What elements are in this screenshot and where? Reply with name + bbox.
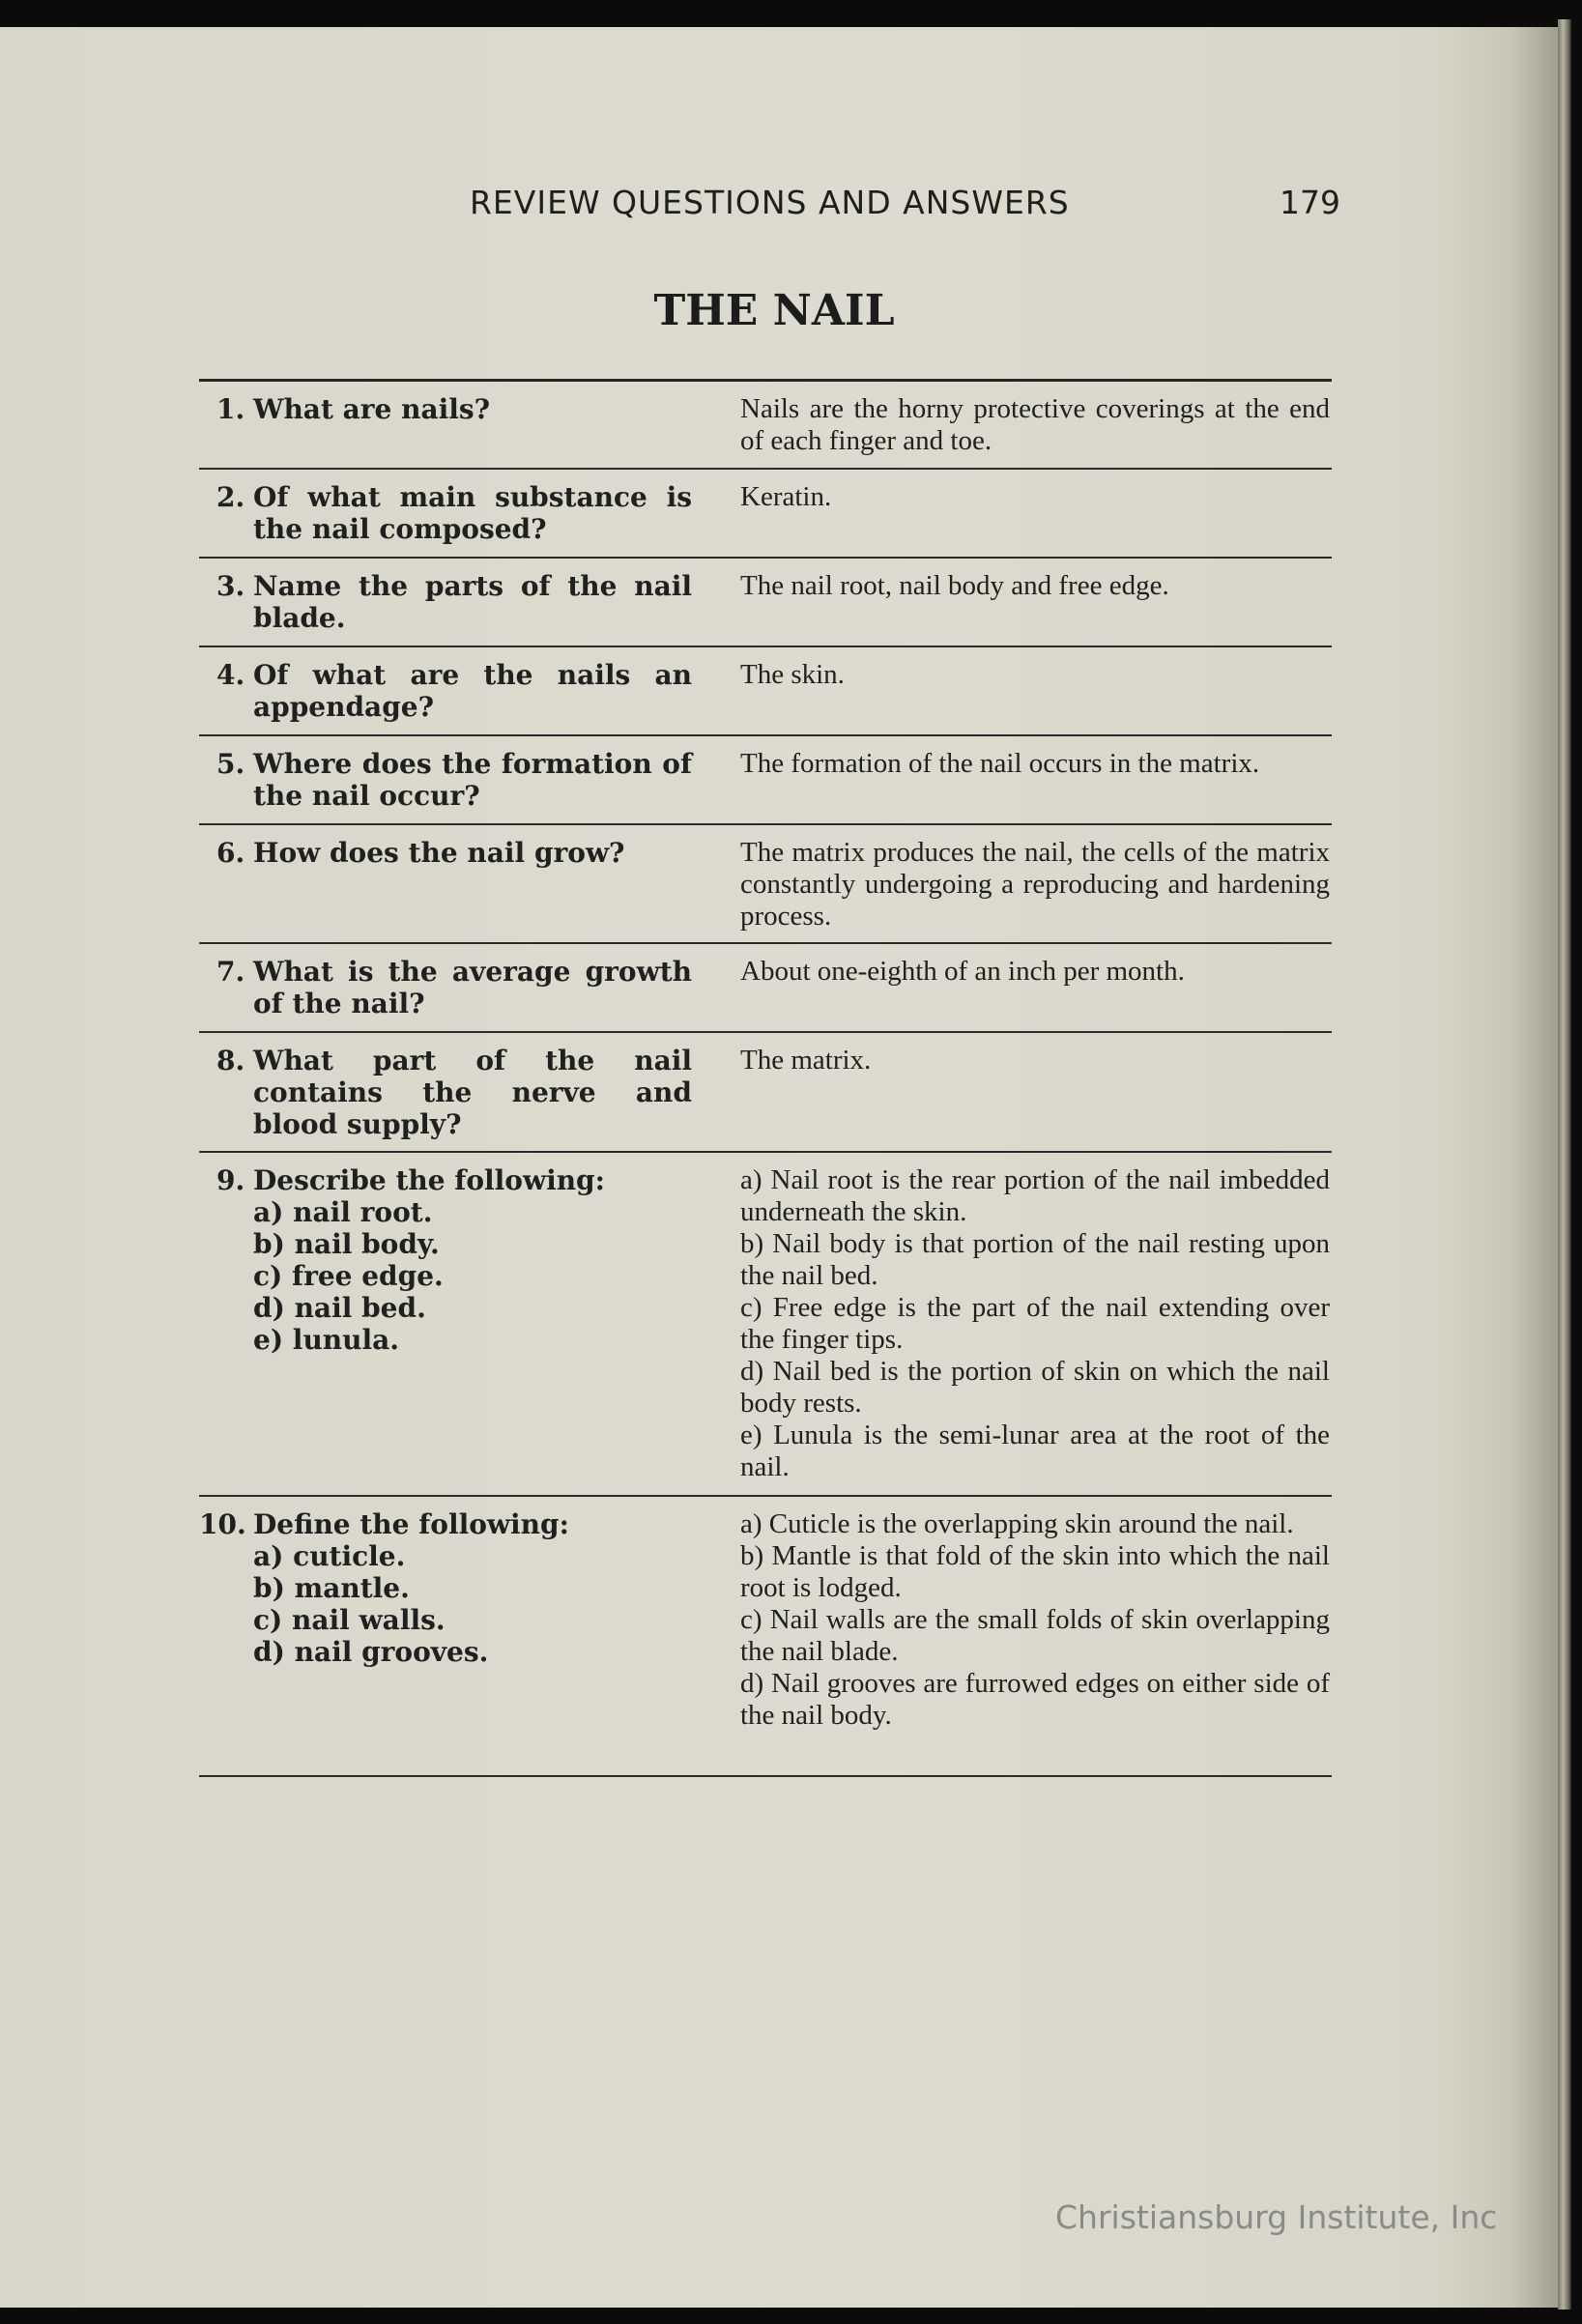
- question-text: Of what main substance is the nail composed?: [253, 481, 692, 545]
- answer-part: a) Cuticle is the overlapping skin around the nail.: [740, 1508, 1294, 1539]
- question-cell: [199, 944, 704, 1031]
- page-number: 179: [1280, 184, 1340, 221]
- sub-question: e) lunula.: [253, 1324, 400, 1356]
- qa-table: [199, 379, 1332, 1777]
- question-text: Define the following:: [253, 1508, 569, 1540]
- answer-part: c) Free edge is the part of the nail extending over the finger tips.: [740, 1292, 1330, 1355]
- question-cell: [199, 382, 704, 468]
- question-number: 6.: [216, 837, 245, 869]
- question-cell: [199, 559, 704, 646]
- answer-text: Keratin.: [740, 481, 832, 512]
- question-text: Name the parts of the nail blade.: [253, 570, 692, 634]
- sub-question: d) nail bed.: [253, 1292, 426, 1324]
- question-cell: [199, 647, 704, 734]
- question-number: 4.: [216, 659, 245, 691]
- question-text: What are nails?: [253, 393, 491, 425]
- answer-text: About one-eighth of an inch per month.: [740, 956, 1185, 987]
- answer-text: Nails are the horny protective coverings at the end of each finger and toe.: [740, 393, 1330, 456]
- question-number: 2.: [216, 481, 245, 513]
- question-text: Where does the formation of the nail occur?: [253, 748, 692, 812]
- chapter-title: THE NAIL: [653, 286, 895, 335]
- question-body: [253, 1164, 692, 1487]
- question-number: 3.: [216, 570, 245, 602]
- question-number: 9.: [216, 1164, 245, 1196]
- question-cell: [199, 1497, 704, 1775]
- qa-row-1: [199, 382, 1332, 470]
- answer-cell: [704, 1497, 1332, 1775]
- answer-part: b) Nail body is that portion of the nail resting upon the nail bed.: [740, 1228, 1330, 1291]
- answer-text: The matrix.: [740, 1045, 872, 1076]
- sub-question: d) nail grooves.: [253, 1636, 489, 1668]
- sub-question: a) nail root.: [253, 1196, 433, 1228]
- question-text: How does the nail grow?: [253, 837, 625, 869]
- sub-question: a) cuticle.: [253, 1540, 406, 1572]
- question-number: 7.: [216, 956, 245, 988]
- question-cell: [199, 736, 704, 823]
- question-number: 5.: [216, 748, 245, 780]
- sub-question: c) free edge.: [253, 1260, 444, 1292]
- question-body: [253, 1508, 692, 1767]
- qa-row-2: [199, 470, 1332, 559]
- qa-row-4: [199, 647, 1332, 736]
- question-cell: [199, 825, 704, 942]
- question-text: What part of the nail contains the nerve and blood supply?: [253, 1045, 692, 1140]
- answer-part: a) Nail root is the rear portion of the nail imbedded underneath the skin.: [740, 1164, 1330, 1227]
- answer-part: d) Nail grooves are furrowed edges on either side of the nail body.: [740, 1668, 1330, 1731]
- running-title: REVIEW QUESTIONS AND ANSWERS: [470, 184, 1070, 221]
- answer-text: The matrix produces the nail, the cells of the matrix constantly undergoing a reproducing and hardening process.: [740, 837, 1330, 932]
- qa-row-3: [199, 559, 1332, 647]
- sub-question: b) mantle.: [253, 1572, 410, 1604]
- answer-part: e) Lunula is the semi-lunar area at the root of the nail.: [740, 1420, 1330, 1482]
- qa-row-8: [199, 1033, 1332, 1153]
- question-text: What is the average growth of the nail?: [253, 956, 692, 1019]
- answer-text: The nail root, nail body and free edge.: [740, 570, 1169, 601]
- sub-question: c) nail walls.: [253, 1604, 446, 1636]
- sub-question: b) nail body.: [253, 1228, 440, 1260]
- question-number: 10.: [199, 1508, 246, 1540]
- qa-row-10: [199, 1497, 1332, 1777]
- answer-part: b) Mantle is that fold of the skin into which the nail root is lodged.: [740, 1540, 1330, 1603]
- answer-text: The formation of the nail occurs in the matrix.: [740, 748, 1260, 779]
- question-number: 1.: [216, 393, 245, 425]
- answer-part: c) Nail walls are the small folds of skin overlapping the nail blade.: [740, 1604, 1330, 1667]
- qa-row-6: [199, 825, 1332, 944]
- qa-row-7: [199, 944, 1332, 1033]
- question-number: 8.: [216, 1045, 245, 1076]
- answer-text: The skin.: [740, 659, 845, 690]
- qa-row-9: [199, 1153, 1332, 1497]
- page-edge: [1558, 19, 1571, 2310]
- watermark: Christiansburg Institute, Inc: [1055, 2198, 1498, 2236]
- answer-cell: [704, 1153, 1332, 1495]
- qa-row-5: [199, 736, 1332, 825]
- answer-part: d) Nail bed is the portion of skin on which the nail body rests.: [740, 1356, 1330, 1419]
- question-text: Describe the following:: [253, 1164, 605, 1196]
- question-text: Of what are the nails an appendage?: [253, 659, 692, 723]
- question-cell: [199, 470, 704, 557]
- question-cell: [199, 1033, 704, 1151]
- question-cell: [199, 1153, 704, 1495]
- page-header: [0, 184, 1558, 232]
